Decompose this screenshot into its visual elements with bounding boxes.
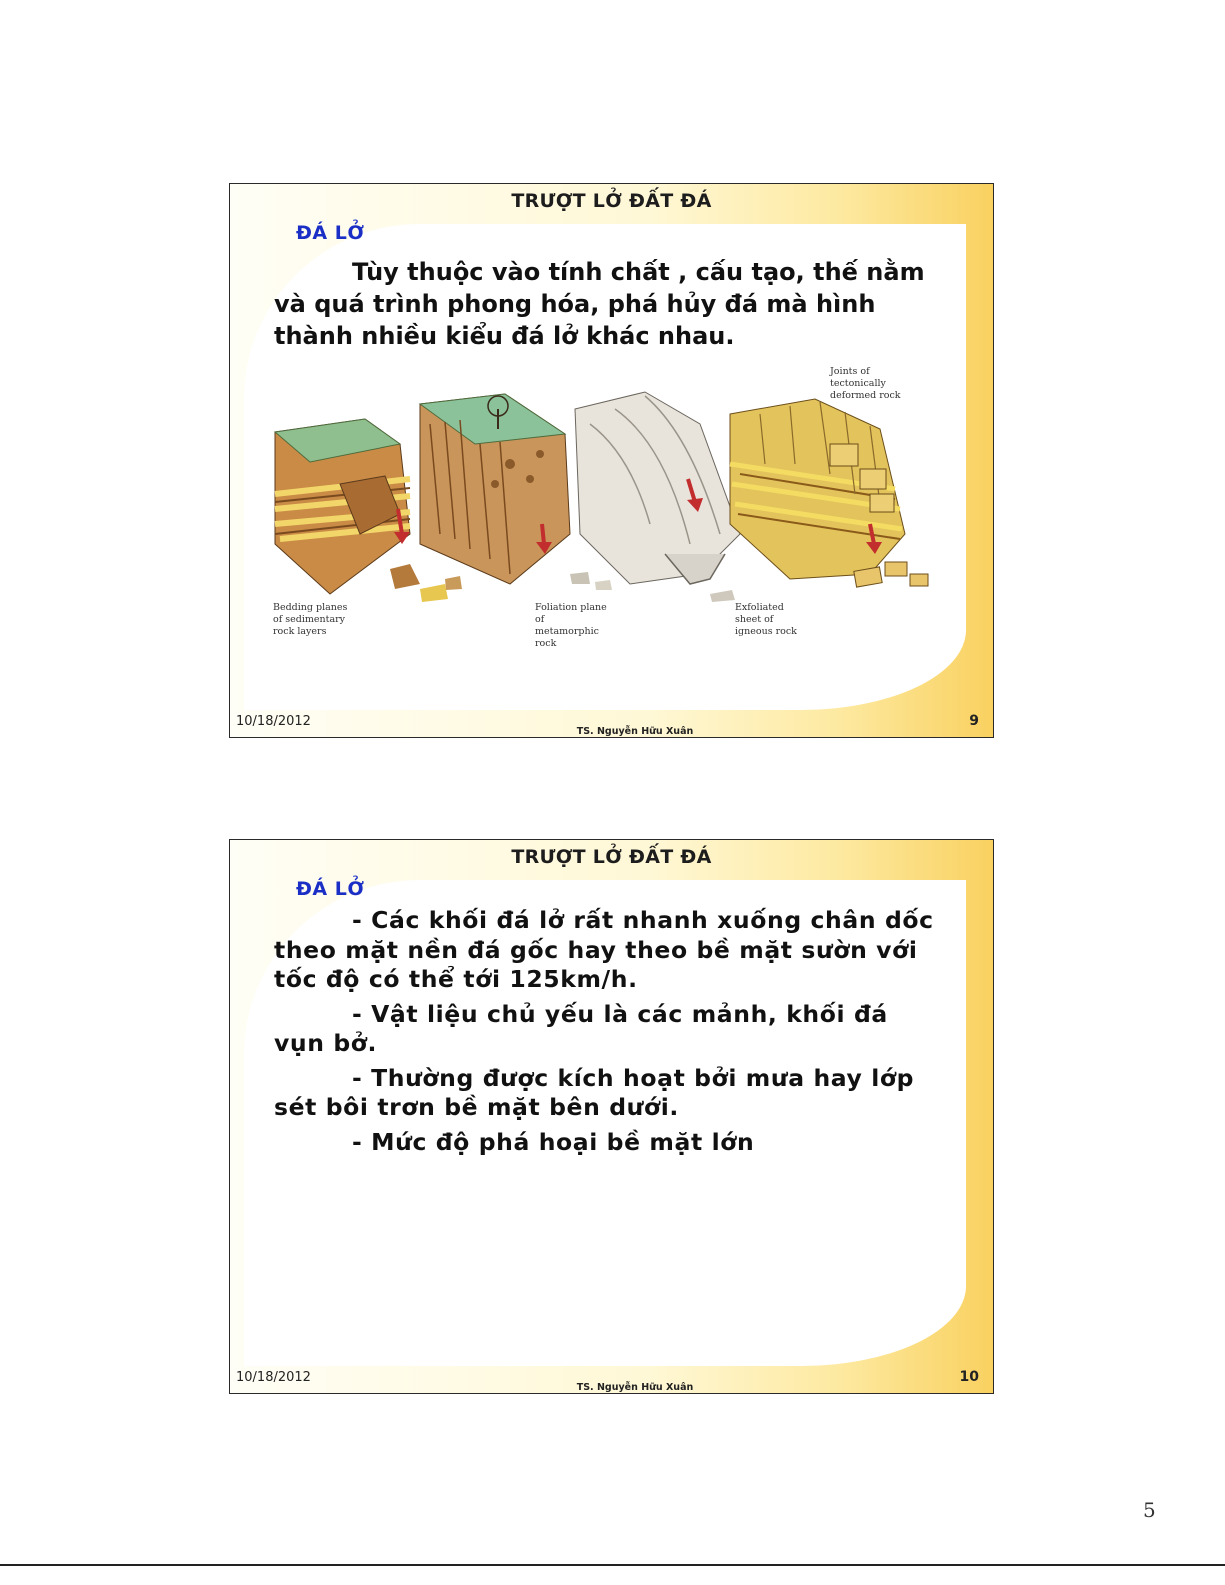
bullet-paragraph: - Mức độ phá hoại bề mặt lớn [352,1127,755,1156]
rockfall-illustration [270,366,950,674]
slide-9 [229,183,994,738]
slide-body [274,256,939,352]
slide-body [274,906,939,1162]
slide-10 [229,839,994,1394]
figure-label-foliation: Foliation plane of metamorphic rock [535,602,607,649]
jointed-block [730,399,928,587]
footer-page-number: 10 [959,1369,979,1385]
footer-author: TS. Nguyễn Hữu Xuân [576,1382,694,1393]
footer-date: 10/18/2012 [236,714,311,729]
igneous-block [575,392,740,602]
footer-page-number: 9 [969,713,979,729]
slide-subtitle: ĐÁ LỞ [296,222,365,244]
figure-label-exfoliated: Exfoliated sheet of igneous rock [735,602,797,637]
slide-title: TRƯỢT LỞ ĐẤT ĐÁ [511,190,712,212]
bullet-paragraph: - Thường được kích hoạt bởi mưa hay lớp sét bôi trơn bề mặt bên dưới. [274,1063,915,1121]
footer-date: 10/18/2012 [236,1370,311,1385]
slide-title: TRƯỢT LỞ ĐẤT ĐÁ [511,846,712,868]
footer-author: TS. Nguyễn Hữu Xuân [576,726,694,737]
bullet-paragraph: - Vật liệu chủ yếu là các mảnh, khối đá vụn bở. [274,999,888,1057]
figure-label-joints: Joints of tectonically deformed rock [830,366,901,401]
rock-blocks-diagram [270,384,950,674]
bullet-paragraph: - Các khối đá lở rất nhanh xuống chân dốc theo mặt nền đá gốc hay theo bề mặt sườn với tốc độ có thể tới 125km/h. [274,906,934,993]
document-page-number: 5 [1143,1498,1156,1522]
body-paragraph: Tùy thuộc vào tính chất , cấu tạo, thế nằm và quá trình phong hóa, phá hủy đá mà hình thành nhiều kiểu đá lở khác nhau. [274,258,925,350]
figure-label-bedding: Bedding planes of sedimentary rock layers [273,602,348,637]
slide-subtitle: ĐÁ LỞ [296,878,365,900]
page-bottom-rule [0,1564,1225,1566]
